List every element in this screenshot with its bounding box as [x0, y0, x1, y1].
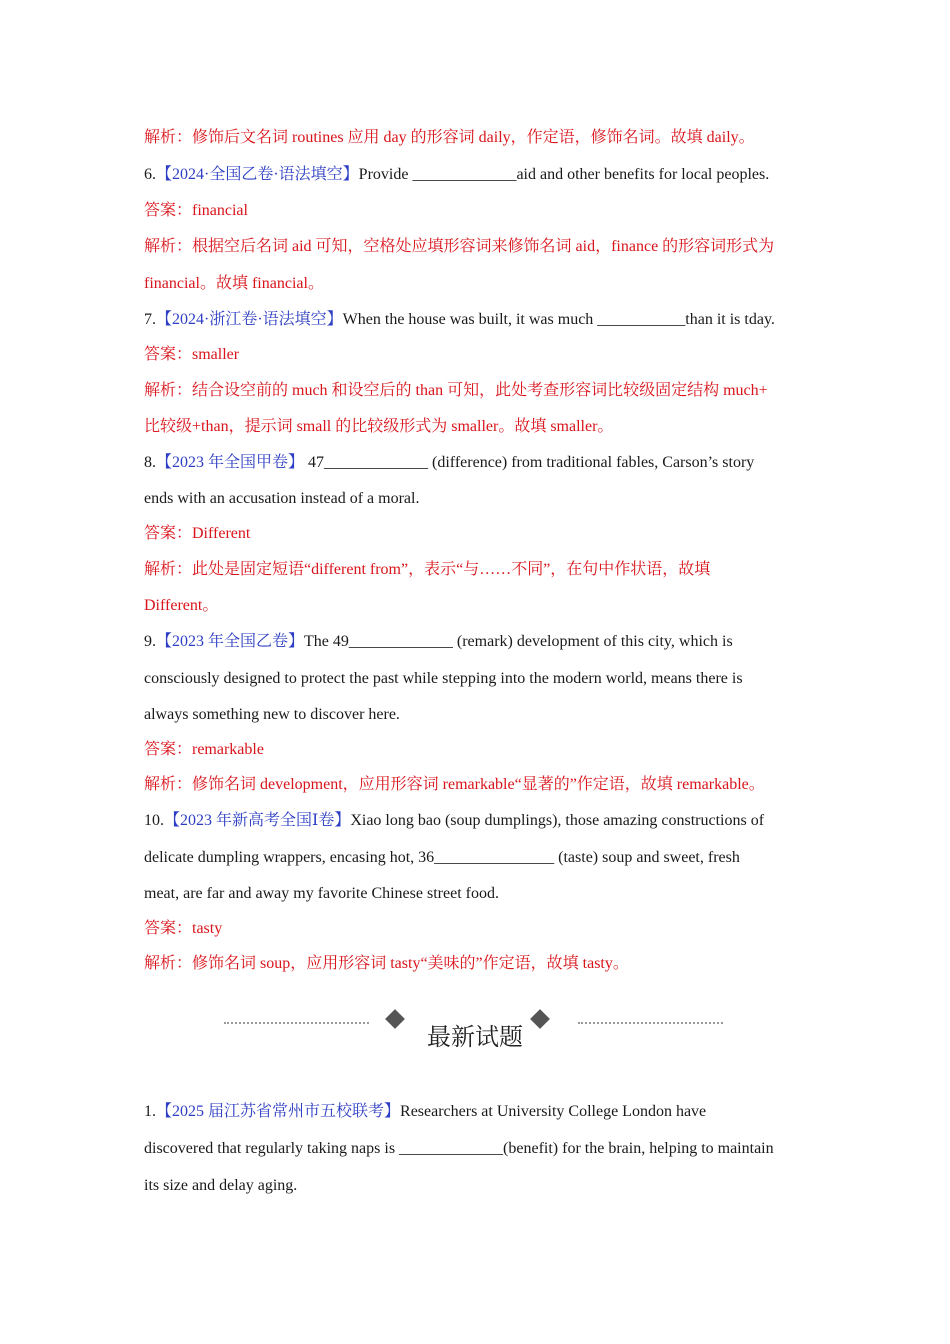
- answer-line: [144, 732, 809, 767]
- analysis-line: [144, 767, 809, 802]
- section-divider: [220, 1005, 730, 1055]
- question-source: 【2024·全国乙卷·语法填空】: [156, 166, 359, 183]
- diamond-ornament-icon: [385, 1009, 405, 1029]
- analysis-line: [144, 265, 809, 302]
- question-continuation: [144, 1167, 809, 1204]
- question-text: Researchers at University College London have: [400, 1103, 707, 1120]
- question-6: [144, 156, 809, 193]
- answer-line: [144, 516, 809, 551]
- new-exercise-list: [144, 1093, 809, 1204]
- question-continuation: [144, 876, 809, 911]
- analysis-text: financial。故填 financial。: [144, 275, 324, 292]
- question-text: its size and delay aging.: [144, 1177, 298, 1194]
- question-text: Xiao long bao (soup dumplings), those amazing constructions of: [350, 812, 765, 829]
- question-text: consciously designed to protect the past while stepping into the modern world, means there is: [144, 670, 743, 687]
- dotted-rule-left: [224, 1022, 369, 1024]
- question-text: always something new to discover here.: [144, 706, 400, 723]
- question-new-1: [144, 1093, 809, 1130]
- exercise-list: [144, 119, 809, 981]
- answer-text: 答案：smaller: [144, 346, 240, 363]
- question-text: discovered that regularly taking naps is _____________(benefit) for the brain, helping to maintain: [144, 1140, 774, 1157]
- analysis-line: [144, 119, 809, 156]
- question-number: 9.: [144, 633, 156, 650]
- analysis-line: [144, 551, 809, 588]
- analysis-text: 解析：修饰名词 development，应用形容词 remarkable“显著的”作定语，故填 remarkable。: [144, 776, 765, 793]
- question-9: [144, 623, 809, 660]
- question-text: When the house was built, it was much ___________than it is tday.: [342, 311, 775, 328]
- analysis-text: 解析：修饰后文名词 routines 应用 day 的形容词 daily，作定语，修饰名词。故填 daily。: [144, 129, 755, 146]
- question-text: ends with an accusation instead of a moral.: [144, 490, 420, 507]
- question-source: 【2024·浙江卷·语法填空】: [156, 311, 343, 328]
- question-text: 47_____________ (difference) from traditional fables, Carson’s story: [304, 454, 755, 471]
- question-number: 6.: [144, 166, 156, 183]
- answer-text: 答案：Different: [144, 525, 251, 542]
- question-text: delicate dumpling wrappers, encasing hot, 36_______________ (taste) soup and sweet, fresh: [144, 849, 740, 866]
- answer-line: [144, 193, 809, 228]
- question-continuation: [144, 1130, 809, 1167]
- answer-text: 答案：tasty: [144, 920, 223, 937]
- analysis-line: [144, 946, 809, 981]
- analysis-line: [144, 409, 809, 444]
- analysis-line: [144, 228, 809, 265]
- section-title: 最新试题: [427, 1023, 523, 1051]
- answer-line: [144, 911, 809, 946]
- question-continuation: [144, 481, 809, 516]
- question-number: 7.: [144, 311, 156, 328]
- question-text: meat, are far and away my favorite Chinese street food.: [144, 885, 499, 902]
- answer-line: [144, 337, 809, 372]
- question-10: [144, 802, 809, 839]
- analysis-text: Different。: [144, 597, 219, 614]
- answer-text: 答案：remarkable: [144, 741, 264, 758]
- question-number: 8.: [144, 454, 156, 471]
- analysis-line: [144, 372, 809, 409]
- question-number: 1.: [144, 1103, 156, 1120]
- question-continuation: [144, 697, 809, 732]
- analysis-line: [144, 588, 809, 623]
- question-text: Provide _____________aid and other benefits for local peoples.: [358, 166, 770, 183]
- dotted-rule-right: [578, 1022, 723, 1024]
- analysis-text: 比较级+than，提示词 small 的比较级形式为 smaller。故填 smaller。: [144, 418, 614, 435]
- analysis-text: 解析：修饰名词 soup，应用形容词 tasty“美味的”作定语，故填 tasty。: [144, 955, 629, 972]
- analysis-text: 解析：结合设空前的 much 和设空后的 than 可知，此处考查形容词比较级固定结构 much+: [144, 382, 768, 399]
- question-7: [144, 302, 809, 337]
- answer-text: 答案：financial: [144, 202, 248, 219]
- question-source: 【2023 年全国乙卷】: [156, 633, 305, 650]
- question-continuation: [144, 839, 809, 876]
- question-number: 10.: [144, 812, 164, 829]
- question-source: 【2025 届江苏省常州市五校联考】: [156, 1103, 401, 1120]
- question-8: [144, 444, 809, 481]
- question-source: 【2023 年全国甲卷】: [156, 454, 305, 471]
- analysis-text: 解析：根据空后名词 aid 可知，空格处应填形容词来修饰名词 aid，finance 的形容词形式为: [144, 238, 775, 255]
- question-continuation: [144, 660, 809, 697]
- question-text: The 49_____________ (remark) development of this city, which is: [304, 633, 733, 650]
- question-source: 【2023 年新高考全国Ⅰ卷】: [164, 812, 351, 829]
- analysis-text: 解析：此处是固定短语“different from”，表示“与……不同”，在句中作状语，故填: [144, 561, 711, 578]
